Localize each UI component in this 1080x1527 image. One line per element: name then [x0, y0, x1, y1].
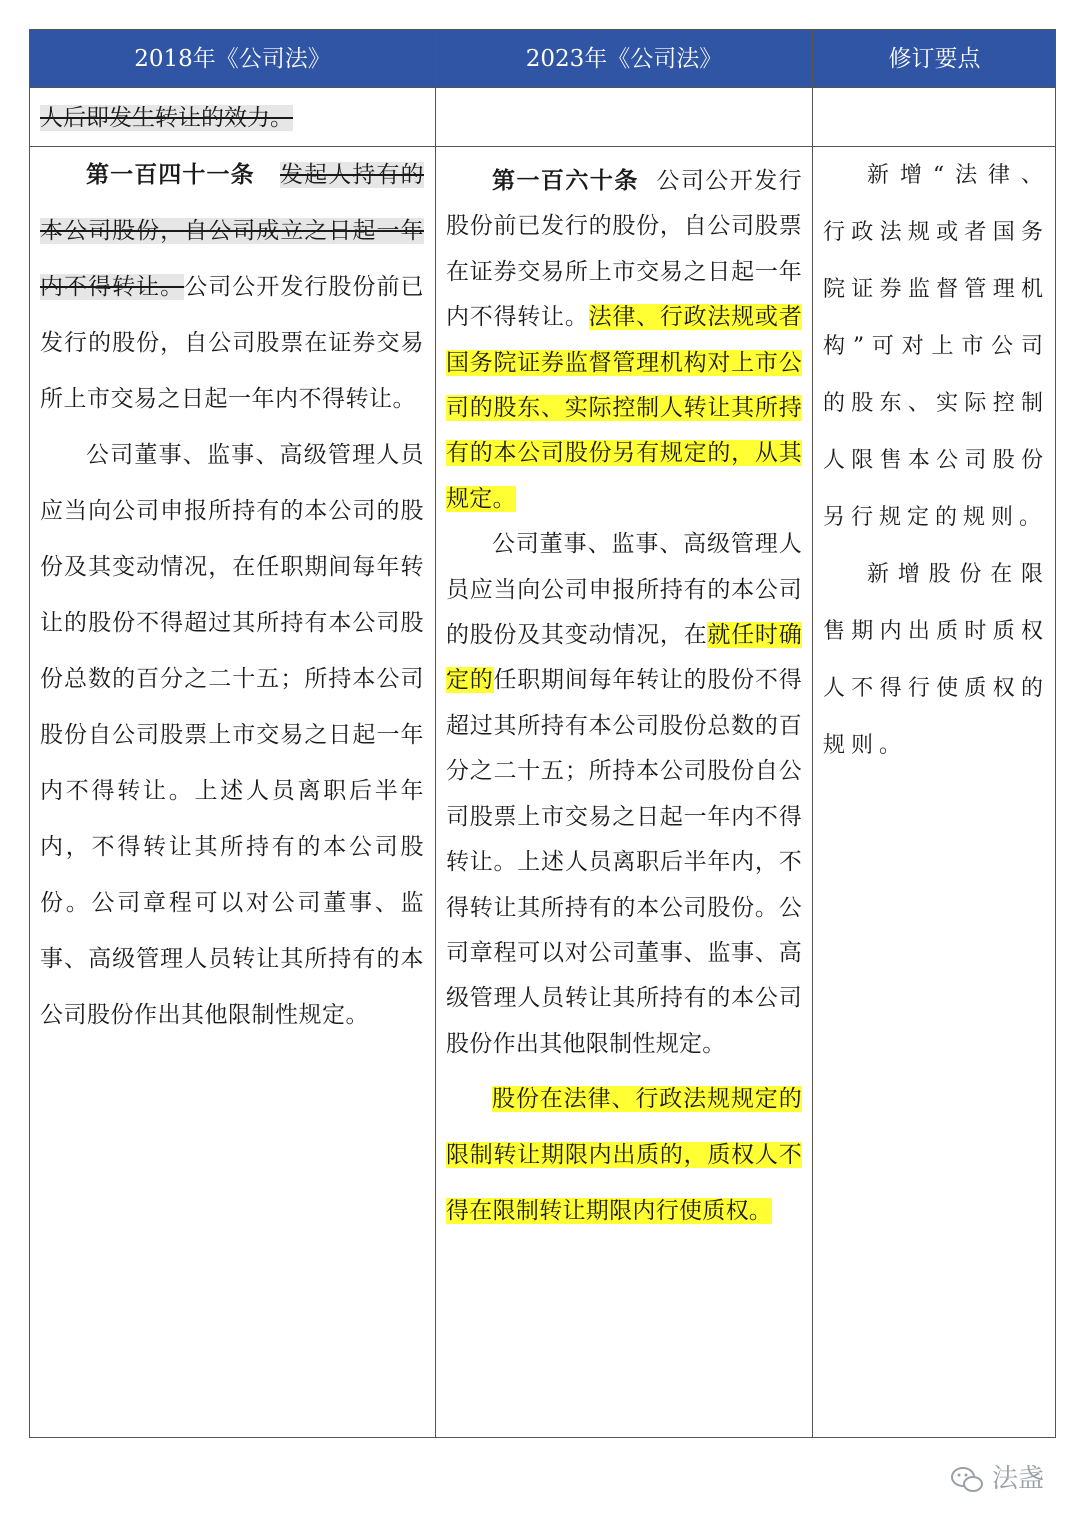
column-divider: [812, 30, 813, 1437]
watermark-text: 法盏: [992, 1464, 1045, 1494]
column-divider: [435, 30, 436, 1437]
article-number: 第一百六十条: [492, 167, 639, 194]
row1-col3: [823, 147, 1049, 774]
header-2023: 2023年《公司法》: [525, 46, 723, 72]
article-text: 公司公开发行股份前已发行的股份，自公司股票在证券交易所上市交易之日起一年内不得转让。: [40, 274, 425, 412]
deleted-text: 人后即发生转让的效力。: [40, 105, 293, 131]
wechat-icon: [950, 1466, 984, 1494]
new-article-para1: [446, 158, 802, 522]
new-article-para2: [446, 522, 802, 1067]
key-point-1: 新增“法律、行政法规或者国务院证券监督管理机构”可对上市公司的股东、实际控制人限售本公司股份另行规定的规则。: [823, 163, 1049, 530]
comparison-table: [29, 29, 1056, 1438]
old-article-para1: [40, 147, 424, 427]
row1-col2: [446, 158, 802, 1239]
article-text: 公司公开发行股份前已发行的股份，自公司股票在证券交易所上市交易之日起一年内不得转让。: [446, 168, 802, 331]
old-article-para2: 公司董事、监事、高级管理人员应当向公司申报所持有的本公司的股份及其变动情况，在任职期间每年转让的股份不得超过其所持有本公司股份总数的百分之二十五；所持本公司股份自公司股票上市交易之日起一年内不得转让。上述人员离职后半年内，不得转让其所持有的本公司股份。公司章程可以对公司董事、监事、高级管理人员转让其所持有的本公司股份作出其他限制性规定。: [40, 442, 424, 1028]
watermark: [950, 1458, 1044, 1495]
added-text-highlight: 股份在法律、行政法规规定的限制转让期限内出质的，质权人不得在限制转让期限内行使质权。: [446, 1086, 802, 1225]
article-text: 任职期间每年转让的股份不得超过其所持有本公司股份总数的百分之二十五；所持本公司股份自公司股票上市交易之日起一年内不得转让。上述人员离职后半年内，不得转让其所持有的本公司股份。公司章程可以对公司董事、监事、高级管理人员转让其所持有的本公司股份作出其他限制性规定。: [446, 667, 802, 1057]
header-2018: 2018年《公司法》: [134, 46, 331, 72]
key-point-2: 新增股份在限售期内出质时质权人不得行使质权的规则。: [823, 562, 1049, 758]
row0-col1: [40, 100, 425, 136]
header-key-points: 修订要点: [888, 46, 981, 72]
added-text-highlight: 法律、行政法规或者国务院证券监督管理机构对上市公司的股东、实际控制人转让其所持有的本公司股份另有规定的，从其规定。: [446, 304, 802, 512]
article-number: 第一百四十一条: [86, 161, 255, 188]
article-text: 公司董事、监事、高级管理人员应当向公司申报所持有的本公司的股份及其变动情况，在: [446, 531, 802, 649]
new-article-para3: [446, 1071, 802, 1239]
added-text-highlight: 就任时确定的: [446, 622, 802, 694]
deleted-text: 发起人持有的本公司股份，自公司成立之日起一年内不得转让。: [40, 162, 425, 300]
table-header: [30, 30, 1055, 88]
row1-col1: [40, 147, 424, 1043]
